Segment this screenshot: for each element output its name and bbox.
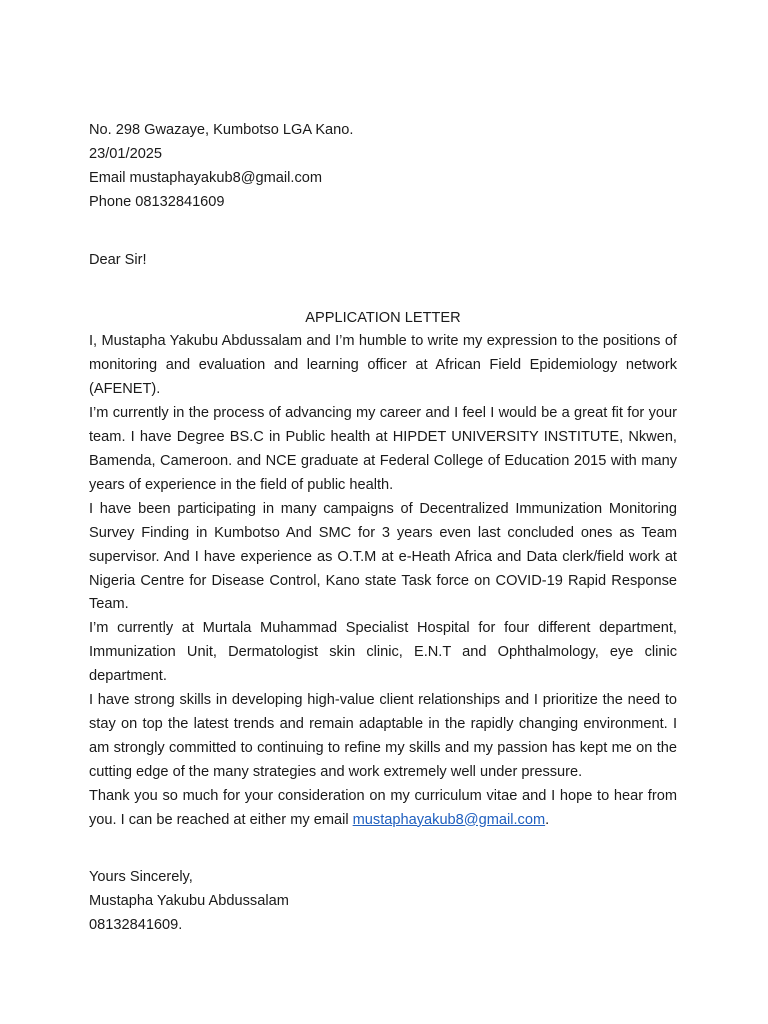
sender-email: Email mustaphayakub8@gmail.com [89, 169, 323, 186]
letter-page [89, 119, 677, 938]
closing-paragraph-text: Thank you so much for your consideration on my curriculum vitae and I hope to hear from you. I can be reached at either my email [89, 787, 677, 828]
signature-phone: 08132841609. [89, 917, 183, 934]
letter-title: APPLICATION LETTER [305, 309, 461, 326]
sender-address: No. 298 Gwazaye, Kumbotso LGA Kano. [89, 122, 354, 138]
sender-phone: Phone 08132841609 [89, 193, 225, 210]
spacer [89, 215, 677, 249]
letter-date: 23/01/2025 [89, 145, 163, 162]
salutation: Dear Sir! [89, 251, 147, 268]
signoff: Yours Sincerely, [89, 869, 193, 886]
body-paragraph-4: I’m currently at Murtala Muhammad Specialist Hospital for four different department, Immunization Unit, Dermatologist skin clinic, E.N.T and Ophthalmology, eye clinic department. [89, 620, 677, 685]
spacer [89, 832, 677, 866]
body-paragraph-3: I have been participating in many campaigns of Decentralized Immunization Monitoring Survey Finding in Kumbotso And SMC for 3 years even last concluded ones as Team supervisor. And I have experience as O.T.M at e-Heath Africa and Data clerk/field work at Nigeria Centre for Disease Control, Kano state Task force on COVID-19 Rapid Response Team. [89, 500, 677, 613]
spacer [89, 273, 677, 307]
signature-name: Mustapha Yakubu Abdussalam [89, 893, 289, 910]
email-link[interactable]: mustaphayakub8@gmail.com [352, 811, 546, 828]
body-paragraph-1: I, Mustapha Yakubu Abdussalam and I’m humble to write my expression to the positions of monitoring and evaluation and learning officer at African Field Epidemiology network (AFENET). [89, 333, 677, 398]
body-paragraph-2: I’m currently in the process of advancing my career and I feel I would be a great fit for your team. I have Degree BS.C in Public health at HIPDET UNIVERSITY INSTITUTE, Nkwen, Bamenda, Cameroon. and NCE graduate at Federal College of Education 2015 with many years of experience in the field of public health. [89, 405, 677, 493]
closing-paragraph-end: . [545, 811, 550, 828]
closing-paragraph [89, 785, 677, 833]
body-paragraph-5: I have strong skills in developing high-value client relationships and I prioritize the need to stay on top the latest trends and remain adaptable in the rapidly changing environment. I am strongly committed to continuing to refine my skills and my passion has kept me on the cutting edge of the many strategies and work extremely well under pressure. [89, 692, 677, 780]
